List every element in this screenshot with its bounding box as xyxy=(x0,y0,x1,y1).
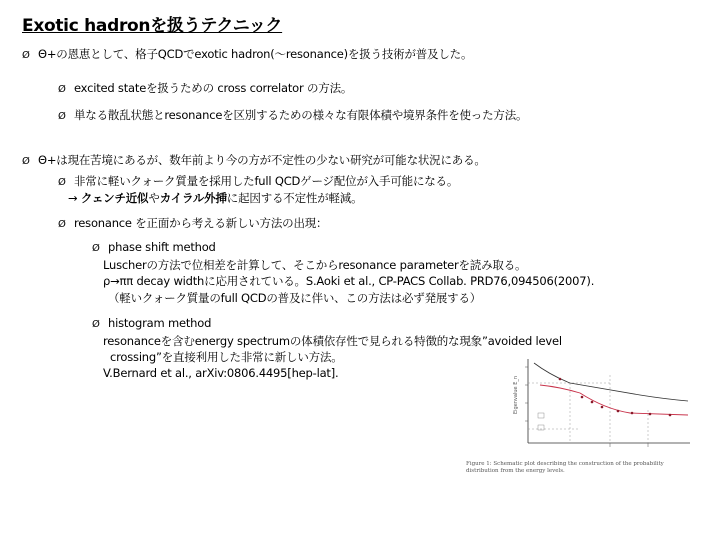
bullet-text: Θ+は現在苦境にあるが、数年前より今の方が不定性の少ない研究が可能な状況にある。 xyxy=(38,153,486,167)
arrow-icon: → xyxy=(68,191,78,205)
bullet-marker: Ø xyxy=(92,243,100,254)
bullet-marker: Ø xyxy=(58,219,66,230)
bullet-marker: Ø xyxy=(58,177,66,188)
quench-approx-text: クェンチ近似 xyxy=(80,191,149,205)
bullet-cross-correlator xyxy=(58,80,352,96)
figure-caption: Figure 1: Schematic plot describing the construction of the probability distribution from the energy levels. xyxy=(466,461,664,474)
bullet-text: 単なる散乱状態とresonanceを区別するための様々な有限体積や境界条件を使った方法。 xyxy=(74,108,528,122)
lower-energy-level-curve xyxy=(540,385,688,415)
histogram-line-3: V.Bernard et al., arXiv:0806.4495[hep-lat]. xyxy=(103,366,339,380)
connector-text: や xyxy=(148,191,160,205)
bullet-text: phase shift method xyxy=(108,240,216,254)
chiral-extrap-text: カイラル外挿 xyxy=(159,191,227,205)
bullet-marker: Ø xyxy=(58,84,66,95)
figure-y-label: Eigenvalue E_n xyxy=(513,375,519,414)
bullet-text: resonance を正面から考える新しい方法の出現： xyxy=(74,216,328,230)
uncertainty-text: に起因する不定性が軽減。 xyxy=(226,191,363,205)
bullet-marker: Ø xyxy=(22,156,30,167)
bullet-new-methods xyxy=(58,215,327,231)
bullet-marker: Ø xyxy=(92,319,100,330)
bullet-marker: Ø xyxy=(58,111,66,122)
bullet-theta-lattice xyxy=(22,46,472,62)
bullet-text: excited stateを扱うための cross correlator の方法。 xyxy=(74,81,353,95)
bullet-phase-shift xyxy=(92,240,216,254)
phase-shift-line-1: Luscherの方法で位相差を計算して、そこからresonance parameterを読み取る。 xyxy=(103,258,527,272)
phase-shift-line-2: ρ→ππ decay widthに応用されている。S.Aoki et al., CP-PACS Collab. PRD76,094506(2007). xyxy=(103,274,595,288)
bullet-light-quark xyxy=(58,173,458,189)
bullet-text: histogram method xyxy=(108,316,212,330)
slide-title: Exotic hadronを扱うテクニック xyxy=(22,16,283,36)
phase-shift-line-3: （軽いクォーク質量のfull QCDの普及に伴い、この方法は必ず発展する） xyxy=(108,291,482,305)
bullet-finite-volume xyxy=(58,107,527,123)
arrow-line-uncertainty xyxy=(68,190,362,206)
upper-energy-level-curve xyxy=(534,363,688,401)
bullet-text: Θ+の恩恵として、格子QCDでexotic hadron(～resonance)を扱う技術が普及した。 xyxy=(38,47,473,61)
bullet-text: 非常に軽いクォーク質量を採用したfull QCDゲージ配位が入手可能になる。 xyxy=(74,174,459,188)
bullet-theta-situation xyxy=(22,152,486,168)
avoided-level-crossing-figure xyxy=(500,355,696,455)
histogram-line-1: resonanceを含むenergy spectrumの体積依存性で見られる特徴的な現象”avoided level xyxy=(103,334,562,348)
histogram-line-2: crossing”を直接利用した非常に新しい方法。 xyxy=(110,350,343,364)
figure-marker xyxy=(538,413,544,418)
bullet-marker: Ø xyxy=(22,50,30,61)
bullet-histogram xyxy=(92,316,211,330)
